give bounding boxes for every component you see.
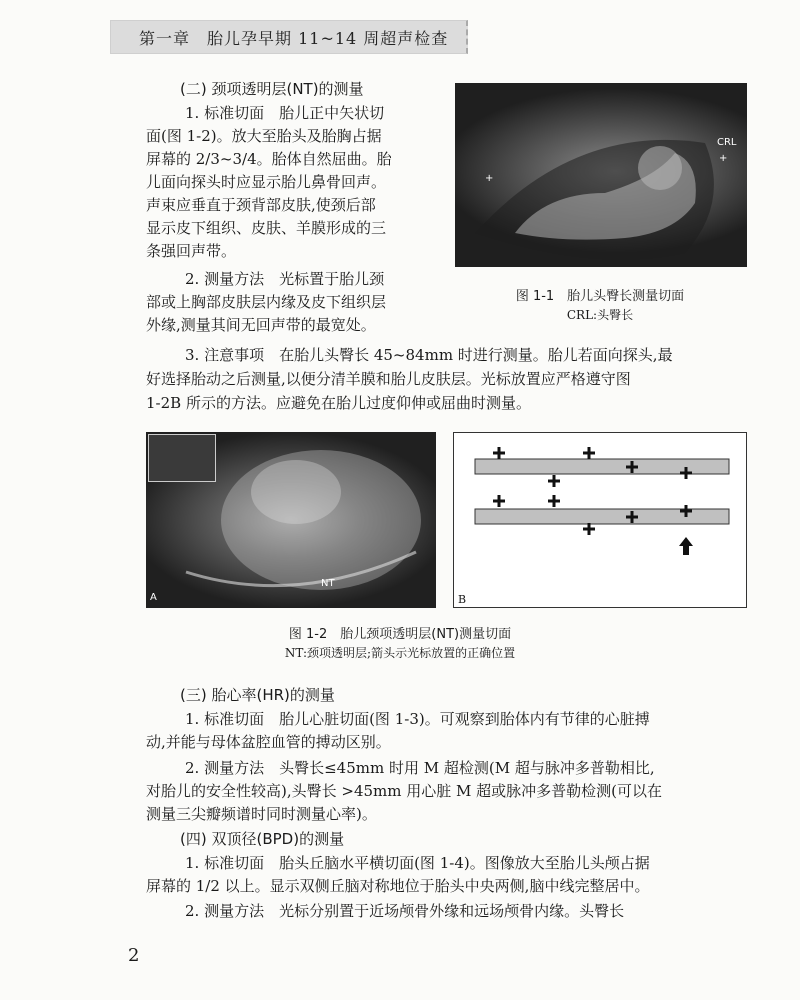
fetus-silhouette-nt: [146, 432, 436, 608]
hr-line-5: 测量三尖瓣频谱时同时测量心率)。: [146, 805, 377, 823]
nt-line-4: 儿面向探头时应显示胎儿鼻骨回声。: [146, 173, 387, 191]
hr-line-1: 1. 标准切面 胎儿心脏切面(图 1-3)。可观察到胎体内有节律的心脏搏: [185, 710, 650, 728]
nt-line-5: 声束应垂直于颈背部皮肤,使颈后部: [146, 196, 376, 214]
correct-position-arrow-icon: [679, 537, 693, 555]
fig2-note: NT:颈项透明层;箭头示光标放置的正确位置: [284, 646, 516, 660]
nt-line-9: 部或上胸部皮肤层内缘及皮下组织层: [146, 293, 387, 311]
nt-label: NT: [321, 578, 335, 589]
chapter-header: [110, 20, 468, 54]
fetus-silhouette-crl: [455, 83, 747, 267]
ultrasound-image-crl: [455, 83, 747, 267]
bpd-line-3: 2. 测量方法 光标分别置于近场颅骨外缘和远场颅骨内缘。头臀长: [185, 902, 625, 920]
hr-line-4: 对胎儿的安全性较高),头臀长 >45mm 用心脏 M 超或脉冲多普勒检测(可以在: [146, 782, 663, 800]
ultrasound-image-nt: [146, 432, 436, 608]
nt-line-8: 2. 测量方法 光标置于胎儿颈: [185, 270, 385, 288]
chapter-title: 第一章 胎儿孕早期 11~14 周超声检查: [139, 29, 449, 48]
crl-start-marker-icon: +: [485, 173, 494, 184]
page-number: 2: [128, 945, 140, 966]
nt-line-1: 1. 标准切面 胎儿正中矢状切: [185, 104, 385, 122]
bpd-line-2: 屏幕的 1/2 以上。显示双侧丘脑对称地位于胎头中央两侧,脑中线完整居中。: [146, 877, 650, 895]
panel-b-label: B: [458, 593, 467, 606]
fig1-caption: 图 1-1 胎儿头臀长测量切面: [515, 289, 685, 304]
section-nt-title: (二) 颈项透明层(NT)的测量: [180, 80, 364, 98]
nt-line-12: 好选择胎动之后测量,以便分清羊膜和胎儿皮肤层。光标放置应严格遵守图: [146, 370, 631, 388]
nt-line-13: 1-2B 所示的方法。应避免在胎儿过度仰伸或屈曲时测量。: [146, 394, 531, 412]
fig1-note: CRL:头臀长: [566, 308, 634, 322]
nt-line-7: 条强回声带。: [146, 242, 237, 260]
nt-caliper-diagram: [453, 432, 747, 608]
hr-line-2: 动,并能与母体盆腔血管的搏动区别。: [146, 733, 391, 751]
nt-line-10: 外缘,测量其间无回声带的最宽处。: [146, 316, 376, 334]
hr-line-3: 2. 测量方法 头臀长≤45mm 时用 M 超检测(M 超与脉冲多普勒相比,: [185, 759, 655, 777]
crl-label: CRL: [717, 137, 737, 148]
nt-line-11: 3. 注意事项 在胎儿头臀长 45~84mm 时进行测量。胎儿若面向探头,最: [185, 346, 673, 364]
bpd-line-1: 1. 标准切面 胎头丘脑水平横切面(图 1-4)。图像放大至胎儿头颅占据: [185, 854, 650, 872]
crl-end-marker-icon: +: [719, 153, 728, 164]
fig2-caption: 图 1-2 胎儿颈项透明层(NT)测量切面: [288, 627, 512, 642]
section-bpd-title: (四) 双顶径(BPD)的测量: [180, 830, 345, 848]
panel-a-label: A: [150, 592, 157, 603]
caliper-diagram-svg: [454, 433, 748, 609]
section-hr-title: (三) 胎心率(HR)的测量: [180, 686, 335, 704]
nt-line-6: 显示皮下组织、皮肤、羊膜形成的三: [146, 219, 387, 237]
nt-line-2: 面(图 1-2)。放大至胎头及胎胸占据: [146, 127, 382, 145]
nt-line-3: 屏幕的 2/3~3/4。胎体自然屈曲。胎: [146, 150, 392, 168]
